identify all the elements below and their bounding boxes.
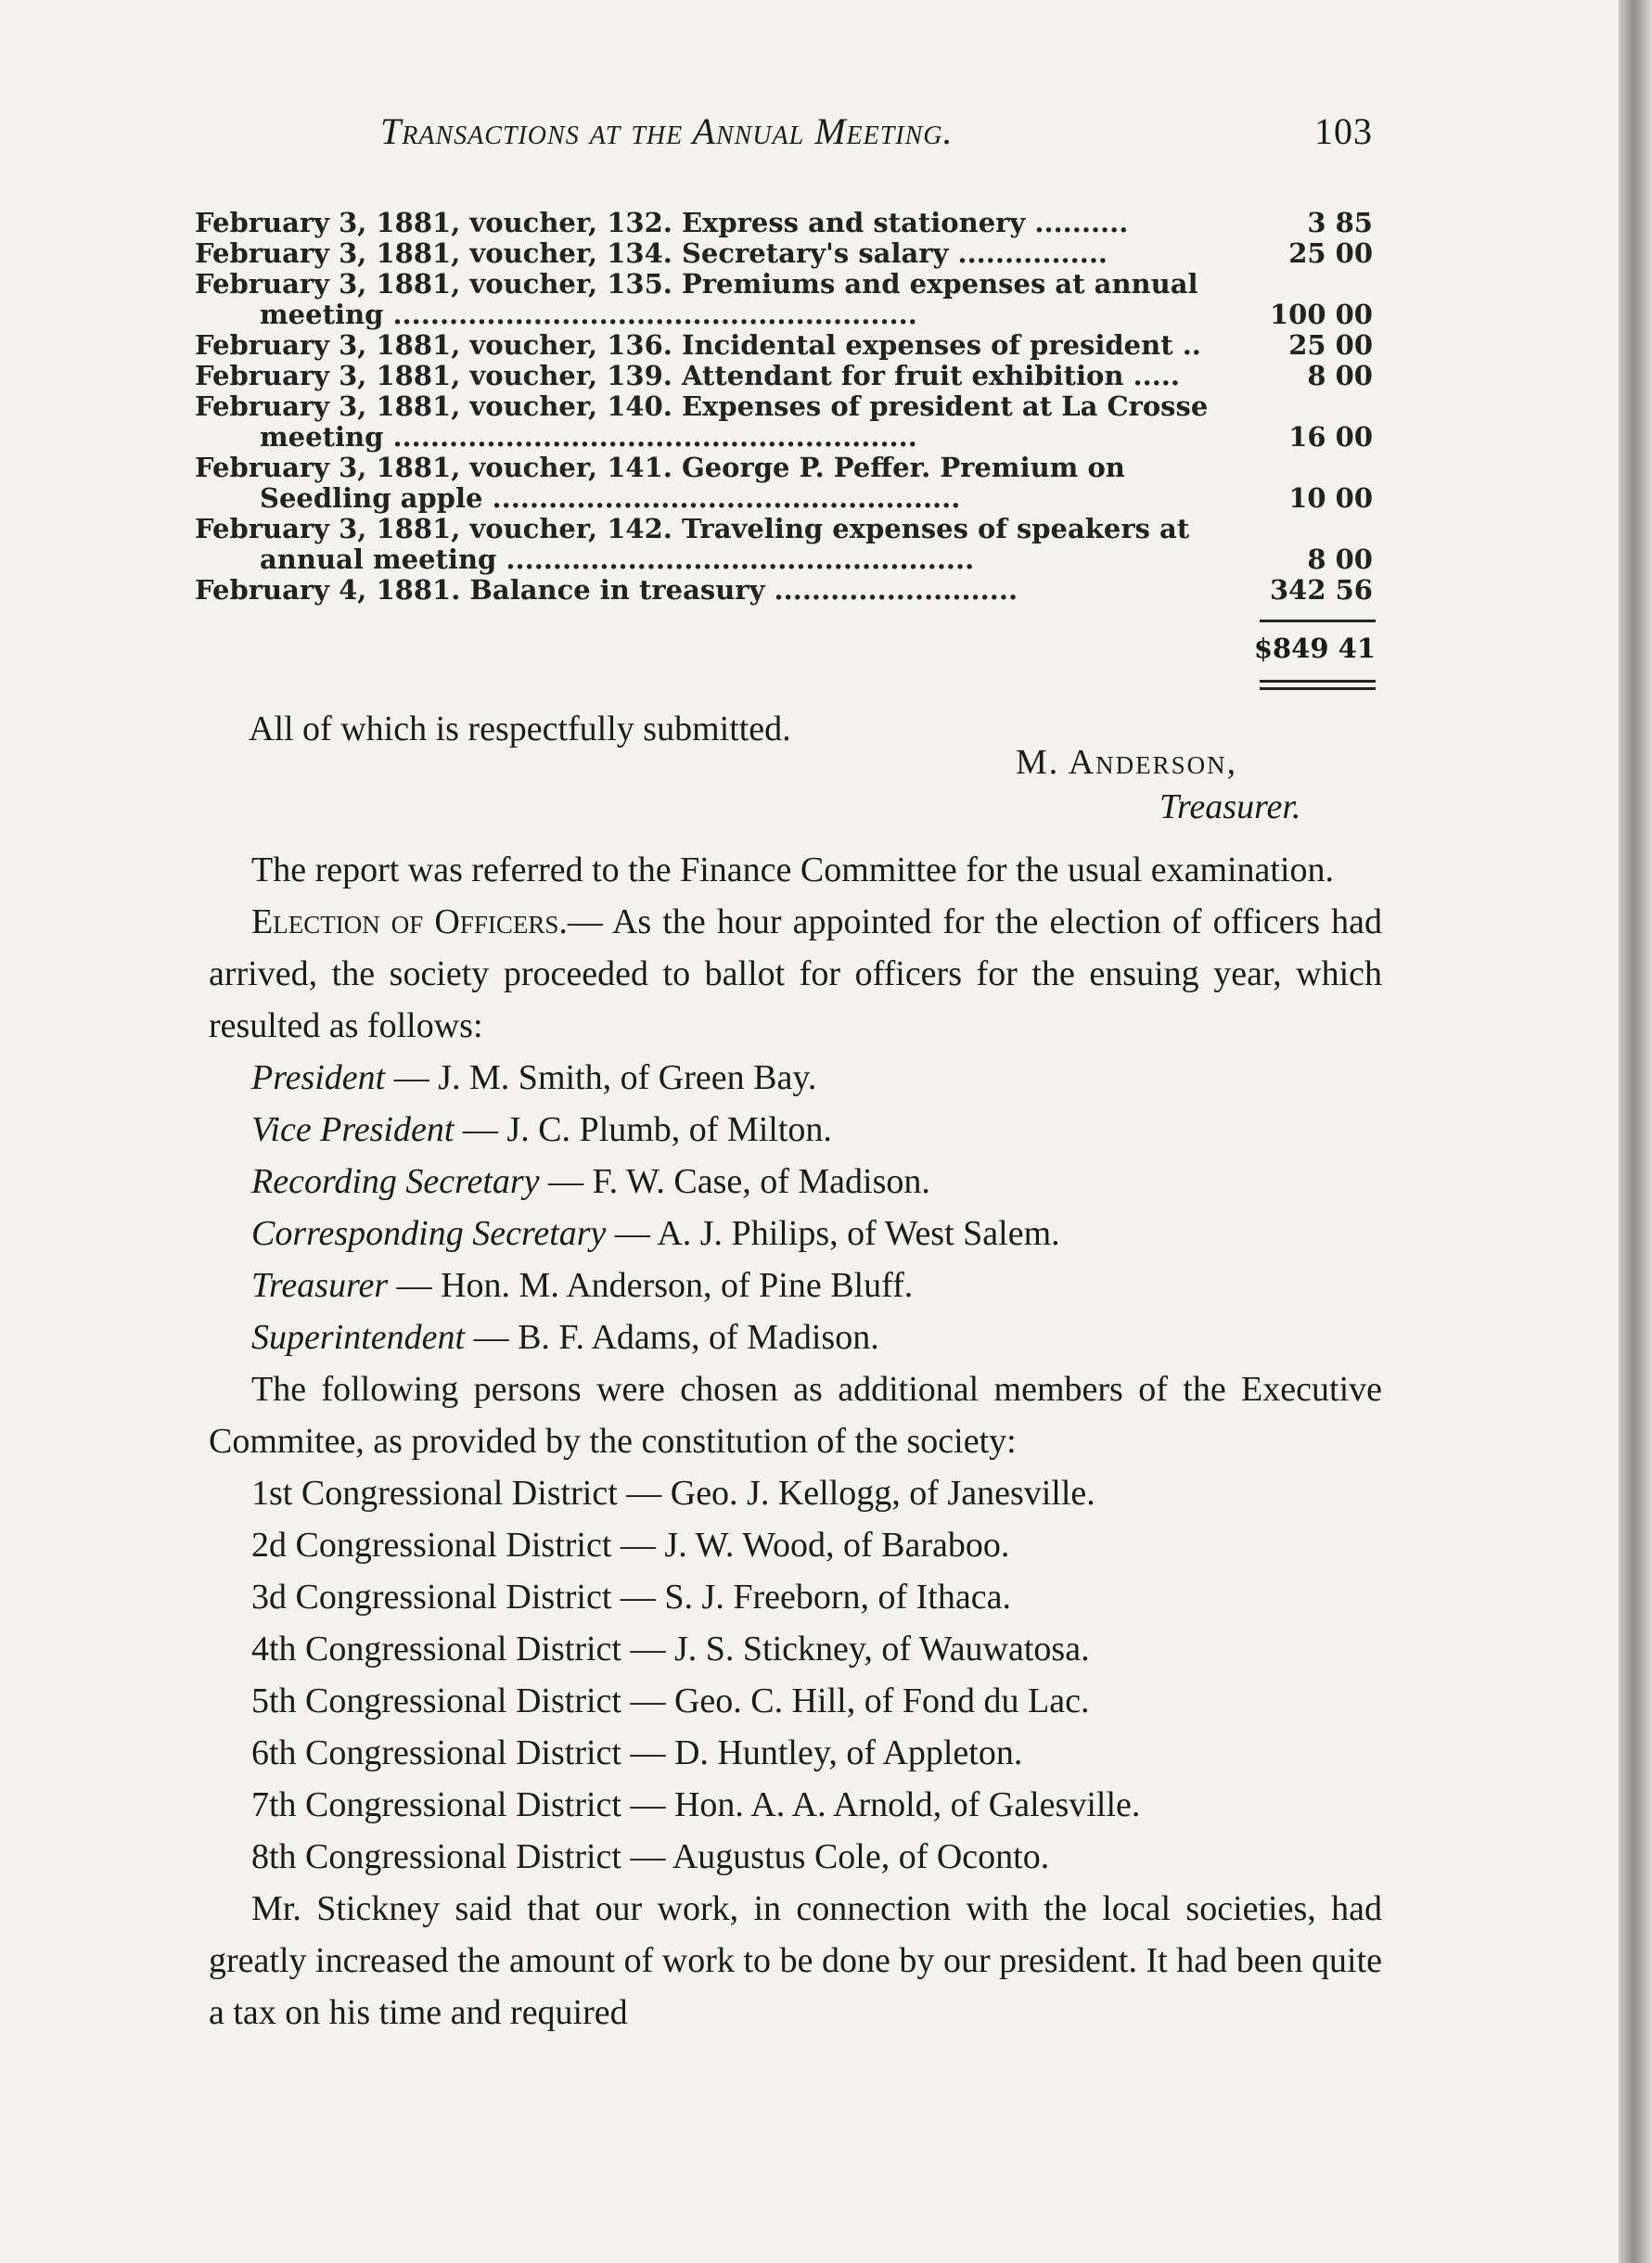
ledger-entry-description: February 4, 1881. Balance in treasury .......................... — [195, 574, 1018, 606]
signature-title: Treasurer. — [1159, 787, 1301, 826]
ledger-entry-continuation: annual meeting .................................................. — [260, 543, 975, 575]
officer-role: Treasurer — [251, 1266, 389, 1305]
running-title: Transactions at the Annual Meeting. — [380, 110, 954, 152]
ledger-entry-description: February 3, 1881, voucher, 140. Expenses of president at La Crosse — [195, 390, 1209, 422]
officer-role: Corresponding Secretary — [251, 1214, 607, 1253]
ledger-entry-amount: 100 00 — [1270, 299, 1373, 330]
district-line: 3d Congressional District — S. J. Freeborn, of Ithaca. — [251, 1578, 1011, 1617]
officer-name: — B. F. Adams, of Madison. — [465, 1318, 879, 1357]
officer-name: — J. M. Smith, of Green Bay. — [385, 1058, 817, 1097]
ledger-entry — [195, 453, 1373, 514]
ledger-entry-amount: 25 00 — [1288, 237, 1373, 269]
officer-name: — A. J. Philips, of West Salem. — [606, 1214, 1060, 1253]
officer-name: — J. C. Plumb, of Milton. — [454, 1110, 832, 1149]
ledger-entry-description: February 3, 1881, voucher, 134. Secretary's salary ................ — [195, 237, 1108, 269]
election-heading: Election of Officers. — [251, 902, 568, 941]
page-number: 103 — [1314, 110, 1373, 152]
referral-paragraph: The report was referred to the Finance Committee for the usual examination. — [251, 850, 1335, 889]
officer-role: Superintendent — [251, 1318, 466, 1357]
district-line: 8th Congressional District — Augustus Cole, of Oconto. — [251, 1837, 1050, 1876]
ledger-entry — [195, 330, 1373, 361]
ledger-entry-description: February 3, 1881, voucher, 141. George P. Peffer. Premium on — [195, 452, 1125, 483]
officer-line — [209, 1104, 1382, 1156]
ledger-entry — [195, 269, 1373, 330]
ledger-entry-description: February 3, 1881, voucher, 142. Traveling expenses of speakers at — [195, 513, 1190, 544]
officer-role: President — [251, 1058, 386, 1097]
ledger-entry-continuation: meeting ........................................................ — [260, 421, 917, 453]
main-text — [209, 844, 1382, 2039]
executive-intro: The following persons were chosen as additional members of the Executive Commitee, as provided by the constitution of the society: — [209, 1370, 1382, 1461]
ledger-entry — [195, 361, 1373, 391]
double-rule-top — [1260, 680, 1376, 683]
ledger-entry-description: February 3, 1881, voucher, 132. Express and stationery .......... — [195, 207, 1129, 238]
officer-line — [209, 1052, 1382, 1104]
ledger-entry — [195, 575, 1373, 606]
ledger-total: $849 41 — [1253, 633, 1376, 664]
stickney-paragraph: Mr. Stickney said that our work, in connection with the local societies, had greatly increased the amount of work to be done by our president. It had been quite a tax on his time and required — [209, 1889, 1382, 2032]
officer-line — [209, 1259, 1382, 1311]
officer-name: — F. W. Case, of Madison. — [539, 1162, 930, 1201]
ledger-entry — [195, 238, 1373, 269]
ledger-entry-description: February 3, 1881, voucher, 139. Attendant for fruit exhibition ..... — [195, 360, 1180, 391]
ledger-entry — [195, 514, 1373, 575]
district-line: 1st Congressional District — Geo. J. Kellogg, of Janesville. — [251, 1474, 1095, 1513]
officer-line — [209, 1156, 1382, 1208]
running-header — [380, 109, 1373, 153]
ledger-entry-amount: 342 56 — [1270, 574, 1373, 606]
ledger-entry-continuation: Seedling apple .................................................. — [260, 482, 961, 514]
ledger-entry-amount: 10 00 — [1288, 482, 1373, 514]
ledger-table — [195, 208, 1373, 606]
district-line: 6th Congressional District — D. Huntley, of Appleton. — [251, 1733, 1023, 1772]
signature-name: M. Anderson, — [1016, 743, 1238, 782]
district-line: 4th Congressional District — J. S. Stickney, of Wauwatosa. — [251, 1630, 1090, 1668]
officer-role: Recording Secretary — [251, 1162, 540, 1201]
ledger-entry-continuation: meeting ........................................................ — [260, 299, 917, 330]
officer-name: — Hon. M. Anderson, of Pine Bluff. — [388, 1266, 914, 1305]
district-line: 2d Congressional District — J. W. Wood, of Baraboo. — [251, 1526, 1010, 1565]
page-edge — [1619, 0, 1652, 2263]
officer-role: Vice President — [251, 1110, 455, 1149]
total-rule — [1260, 620, 1376, 622]
officers-list — [209, 1052, 1382, 1363]
ledger-entry — [195, 391, 1373, 453]
ledger-entry-description: February 3, 1881, voucher, 135. Premiums and expenses at annual — [195, 268, 1198, 300]
election-text: — As the hour appointed for the election of officers had arrived, the society proceeded to ballot for officers for the ensuing year, which resulted as follows: — [209, 902, 1382, 1045]
election-paragraph — [209, 896, 1382, 1052]
officer-line — [209, 1311, 1382, 1363]
ledger-entry-amount: 8 00 — [1307, 360, 1373, 391]
closing-text: All of which is respectfully submitted. — [249, 710, 791, 748]
ledger-entry — [195, 208, 1373, 238]
officer-line — [209, 1208, 1382, 1259]
double-rule-bottom — [1260, 687, 1376, 690]
closing-line — [249, 703, 1422, 755]
ledger-entry-amount: 16 00 — [1288, 421, 1373, 453]
district-line: 5th Congressional District — Geo. C. Hill, of Fond du Lac. — [251, 1681, 1090, 1720]
ledger-entry-amount: 25 00 — [1288, 329, 1373, 361]
district-line: 7th Congressional District — Hon. A. A. Arnold, of Galesville. — [251, 1785, 1141, 1824]
ledger-entry-amount: 8 00 — [1307, 543, 1373, 575]
ledger-entry-amount: 3 85 — [1307, 207, 1373, 238]
districts-list — [209, 1467, 1382, 1883]
ledger-entry-description: February 3, 1881, voucher, 136. Incidental expenses of president .. — [195, 329, 1201, 361]
